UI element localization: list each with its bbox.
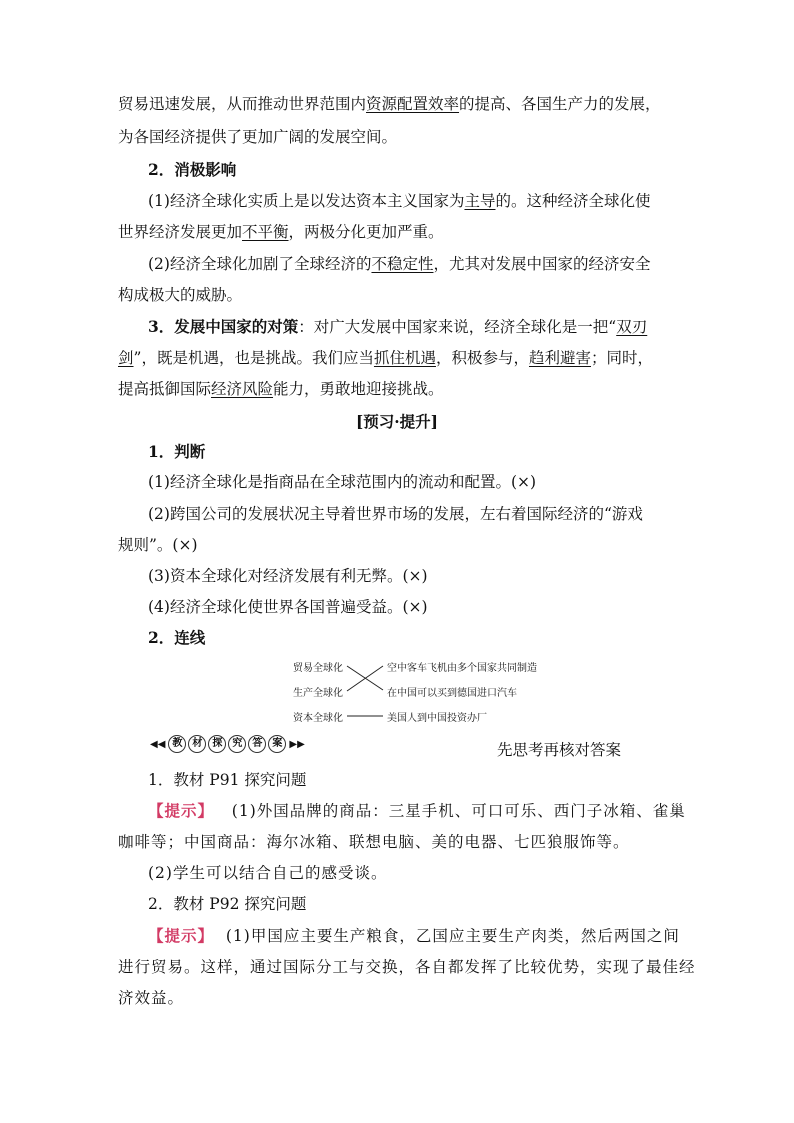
answer1-line2: 咖啡等；中国商品：海尔冰箱、联想电脑、美的电器、七匹狼服饰等。 xyxy=(118,833,630,851)
banner-char: 教 xyxy=(168,735,186,753)
answer1-line1: 【提示】 (1)外国品牌的商品：三星手机、可口可乐、西门子冰箱、雀巢 xyxy=(148,801,686,820)
policy-line1: 3．发展中国家的对策：对广大发展中国家来说，经济全球化是一把“双刃 xyxy=(148,317,648,336)
judge-q2-line2: 规则”。(×) xyxy=(118,536,198,554)
policy-line3: 提高抵御国际经济风险能力，勇敢地迎接挑战。 xyxy=(118,380,444,398)
para1-line1: 贸易迅速发展，从而推动世界范围内资源配置效率的提高、各国生产力的发展， xyxy=(118,95,661,113)
connect-heading: 2．连线 xyxy=(148,628,206,647)
double-right-arrow-icon: ▶▶ xyxy=(289,738,305,750)
banner-char: 探 xyxy=(208,735,226,753)
answer2-line3: 济效益。 xyxy=(118,989,185,1007)
judge-heading: 1．判断 xyxy=(148,442,206,461)
section-banner xyxy=(148,735,307,753)
negative-heading: 2．消极影响 xyxy=(148,160,237,179)
banner-side-note: 先思考再核对答案 xyxy=(497,741,622,759)
connect-right-3: 美国人到中国投资办厂 xyxy=(387,713,487,724)
answer1-heading: 1．教材 P91 探究问题 xyxy=(148,771,307,789)
answer2-line1: 【提示】 (1)甲国应主要生产粮食，乙国应主要生产肉类，然后两国之间 xyxy=(148,926,680,945)
banner-char: 答 xyxy=(248,735,266,753)
tip-label: 【提示】 xyxy=(148,801,215,820)
banner-char: 材 xyxy=(188,735,206,753)
answer1-line3: (2)学生可以结合自己的感受谈。 xyxy=(148,864,388,882)
preview-title: [预习·提升] xyxy=(355,412,439,431)
connect-left-2: 生产全球化 xyxy=(293,688,343,699)
judge-q2-line1: (2)跨国公司的发展状况主导着世界市场的发展，左右着国际经济的“游戏 xyxy=(148,505,643,523)
answer2-heading: 2．教材 P92 探究问题 xyxy=(148,895,307,913)
connect-right-1: 空中客车飞机由多个国家共同制造 xyxy=(387,663,537,674)
underlined-term: 资源配置效率 xyxy=(366,95,460,113)
connect-diagram xyxy=(285,655,545,725)
connect-left-3: 资本全球化 xyxy=(293,713,343,724)
neg-item2-line2: 构成极大的威胁。 xyxy=(118,286,243,304)
neg-item2-line1: (2)经济全球化加剧了全球经济的不稳定性，尤其对发展中国家的经济安全 xyxy=(148,255,651,273)
connect-right-2: 在中国可以买到德国进口汽车 xyxy=(387,688,517,699)
judge-q4: (4)经济全球化使世界各国普遍受益。(×) xyxy=(148,598,428,616)
connect-left-1: 贸易全球化 xyxy=(293,663,343,674)
double-left-arrow-icon: ◀◀ xyxy=(150,738,166,750)
answer2-line2: 进行贸易。这样，通过国际分工与交换，各自都发挥了比较优势，实现了最佳经 xyxy=(118,958,696,976)
tip-label: 【提示】 xyxy=(148,926,215,945)
judge-q3: (3)资本全球化对经济发展有利无弊。(×) xyxy=(148,567,428,585)
para1-line2: 为各国经济提供了更加广阔的发展空间。 xyxy=(118,128,398,146)
judge-q1: (1)经济全球化是指商品在全球范围内的流动和配置。(×) xyxy=(148,473,537,491)
neg-item1-line1: (1)经济全球化实质上是以发达资本主义国家为主导的。这种经济全球化使 xyxy=(148,192,651,210)
banner-char: 案 xyxy=(268,735,286,753)
connect-lines xyxy=(285,655,545,725)
policy-line2: 剑”，既是机遇，也是挑战。我们应当抓住机遇，积极参与，趋利避害；同时， xyxy=(118,349,654,367)
neg-item1-line2: 世界经济发展更加不平衡，两极分化更加严重。 xyxy=(118,223,444,241)
banner-char: 究 xyxy=(228,735,246,753)
